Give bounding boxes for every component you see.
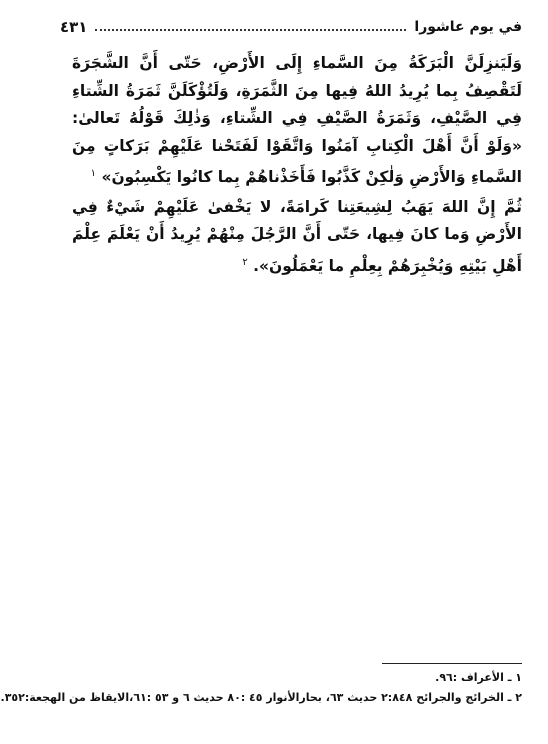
page-header	[60, 16, 522, 38]
footnote-marker: ١	[90, 168, 97, 179]
footnotes	[0, 668, 522, 708]
header-dotted-leader	[95, 29, 406, 31]
footnote-separator	[382, 663, 522, 664]
footnote: ١ ـ الأعراف :٩٦.	[435, 671, 522, 684]
running-title: في يوم عاشورا	[414, 19, 522, 35]
footnote-marker: ٢	[242, 256, 248, 268]
footnote: ٢ ـ الخرائج والجرائح ٢:٨٤٨ حديث ٦٣، بحارالأنوار ٤٥ :٨٠ حديث ٦ و ٥٣ :٦١،الايقاظ من الهجعة:٣٥٢.	[0, 691, 522, 704]
main-text	[72, 50, 522, 282]
paragraph-text: ثُمَّ إِنَّ اللهَ يَهَبُ لِشِيعَتِنا كَرامَةً، لا يَخْفىٰ عَلَيْهِمْ شَيْءٌ فِي الأَرْضِ وَما كانَ فِيها، حَتّى أَنَّ الرَّجُلَ مِنْهُمْ يُرِيدُ أَنْ يَعْلَمَ عِلْمَ أَهْلِ بَيْتِهِ وَيُخْبِرَهُمْ بِعِلْمِ ما يَعْمَلُونَ».	[72, 197, 522, 275]
paragraph-text: وَلَيَنزِلَنَّ الْبَرَكَةُ مِنَ السَّماءِ إِلَى الأَرْضِ، حَتّى أَنَّ الشَّجَرَةَ لَتَقْصِفُ بِما يُرِيدُ اللهُ فِيها مِنَ الثَّمَرَةِ، وَلَتُؤْكَلَنَّ ثَمَرَةُ الشِّتاءِ فِي الصَّيْفِ، وَثَمَرَةُ الصَّيْفِ فِي الشِّتاءِ، وَذٰلِكَ قَوْلُهُ تَعالىٰ: «وَلَوْ أَنَّ أَهْلَ الْكِتابِ آمَنُوا وَاتَّقَوْا لَفَتَحْنا عَلَيْهِمْ بَرَكاتٍ مِنَ السَّماءِ وَالأَرْضِ وَلٰكِنْ كَذَّبُوا فَأَخَذْناهُمْ بِما كانُوا يَكْسِبُونَ»	[72, 54, 522, 187]
page-number: ٤٣١	[60, 18, 88, 36]
paragraph	[72, 194, 522, 281]
paragraph	[72, 50, 522, 192]
